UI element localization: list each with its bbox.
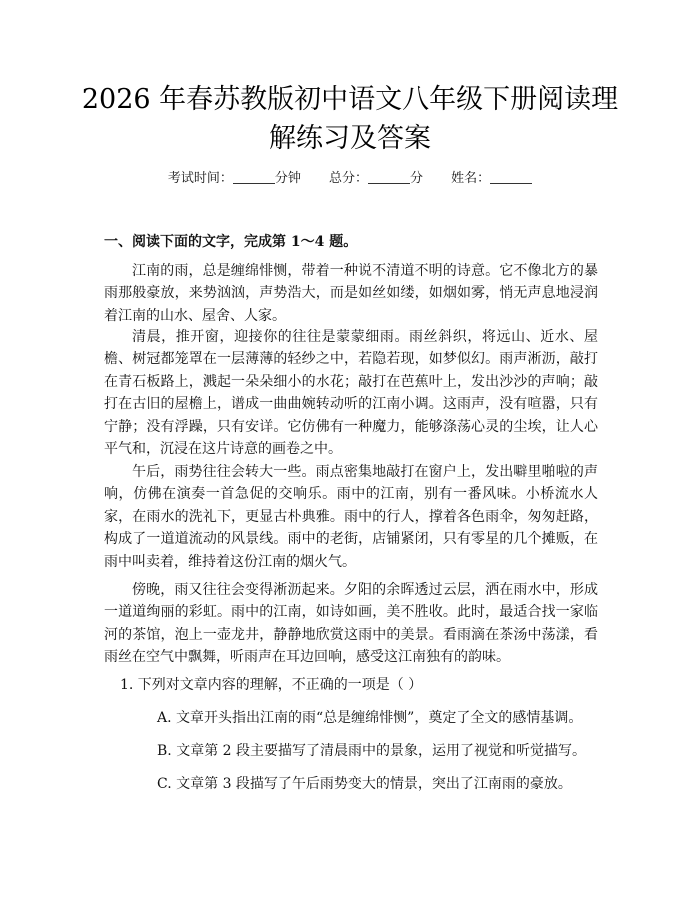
document-title-line-2: 解练习及答案 xyxy=(269,123,431,154)
section-heading: 一、阅读下面的文字，完成第 1～4 题。 xyxy=(104,234,358,250)
question-1-stem: 1. 下列对文章内容的理解，不正确的一项是（ ） xyxy=(120,677,423,693)
total-score-unit: 分 xyxy=(410,171,424,186)
total-score-label: 总分： xyxy=(328,171,368,186)
passage-paragraph-2: 清晨，推开窗，迎接你的往往是蒙蒙细雨。雨丝斜织，将远山、近水、屋檐、树冠都笼罩在一层薄薄的轻纱之中，若隐若现，如梦似幻。雨声淅沥，敲打在青石板路上，溅起一朵朵细小的水花；敲打在芭蕉叶上，发出沙沙的声响；敲打在古旧的屋檐上，谱成一曲曲婉转动听的江南小调。这雨声，没有喧嚣，只有宁静；没有浮躁，只有安详。它仿佛有一种魔力，能够涤荡心灵的尘埃，让人心平气和，沉浸在这片诗意的画卷之中。 xyxy=(104,329,598,458)
exam-time-unit: 分钟 xyxy=(274,171,301,186)
document-title-line-1: 2026 年春苏教版初中语文八年级下册阅读理 xyxy=(81,84,619,115)
question-1-option-c: C. 文章第 3 段描写了午后雨势变大的情景，突出了江南雨的豪放。 xyxy=(157,776,572,792)
total-score-blank xyxy=(368,169,410,184)
student-name-blank xyxy=(490,169,532,184)
question-1-option-a: A. 文章开头指出江南的雨“总是缠绵悱恻”，奠定了全文的感情基调。 xyxy=(157,710,583,726)
passage-paragraph-4: 傍晚，雨又往往会变得淅沥起来。夕阳的余晖透过云层，洒在雨水中，形成一道道绚丽的彩虹。雨中的江南，如诗如画，美不胜收。此时，最适合找一家临河的茶馆，泡上一壶龙井，静静地欣赏这雨中的美景。看雨滴在茶汤中荡漾，看雨丝在空气中飘舞，听雨声在耳边回响，感受这江南独有的韵味。 xyxy=(104,582,598,666)
exam-time-blank xyxy=(233,169,275,184)
exam-time-label: 考试时间： xyxy=(167,171,233,186)
total-score-field xyxy=(329,171,427,186)
passage-paragraph-1: 江南的雨，总是缠绵悱恻，带着一种说不清道不明的诗意。它不像北方的暴雨那般豪放，来势汹汹，声势浩大，而是如丝如缕，如烟如雾，悄无声息地浸润着江南的山水、屋舍、人家。 xyxy=(104,263,598,324)
student-name-label: 姓名： xyxy=(451,171,491,186)
student-name-field xyxy=(451,171,532,186)
question-1-option-b: B. 文章第 2 段主要描写了清晨雨中的景象，运用了视觉和听觉描写。 xyxy=(157,743,586,759)
exam-time-field xyxy=(168,171,305,186)
exam-info-line xyxy=(0,169,700,189)
passage-paragraph-3: 午后，雨势往往会转大一些。雨点密集地敲打在窗户上，发出噼里啪啦的声响，仿佛在演奏一首急促的交响乐。雨中的江南，别有一番风味。小桥流水人家，在雨水的洗礼下，更显古朴典雅。雨中的行人，撑着各色雨伞，匆匆赶路，构成了一道道流动的风景线。雨中的老街，店铺紧闭，只有零星的几个摊贩，在雨中叫卖着，维持着这份江南的烟火气。 xyxy=(104,464,598,570)
